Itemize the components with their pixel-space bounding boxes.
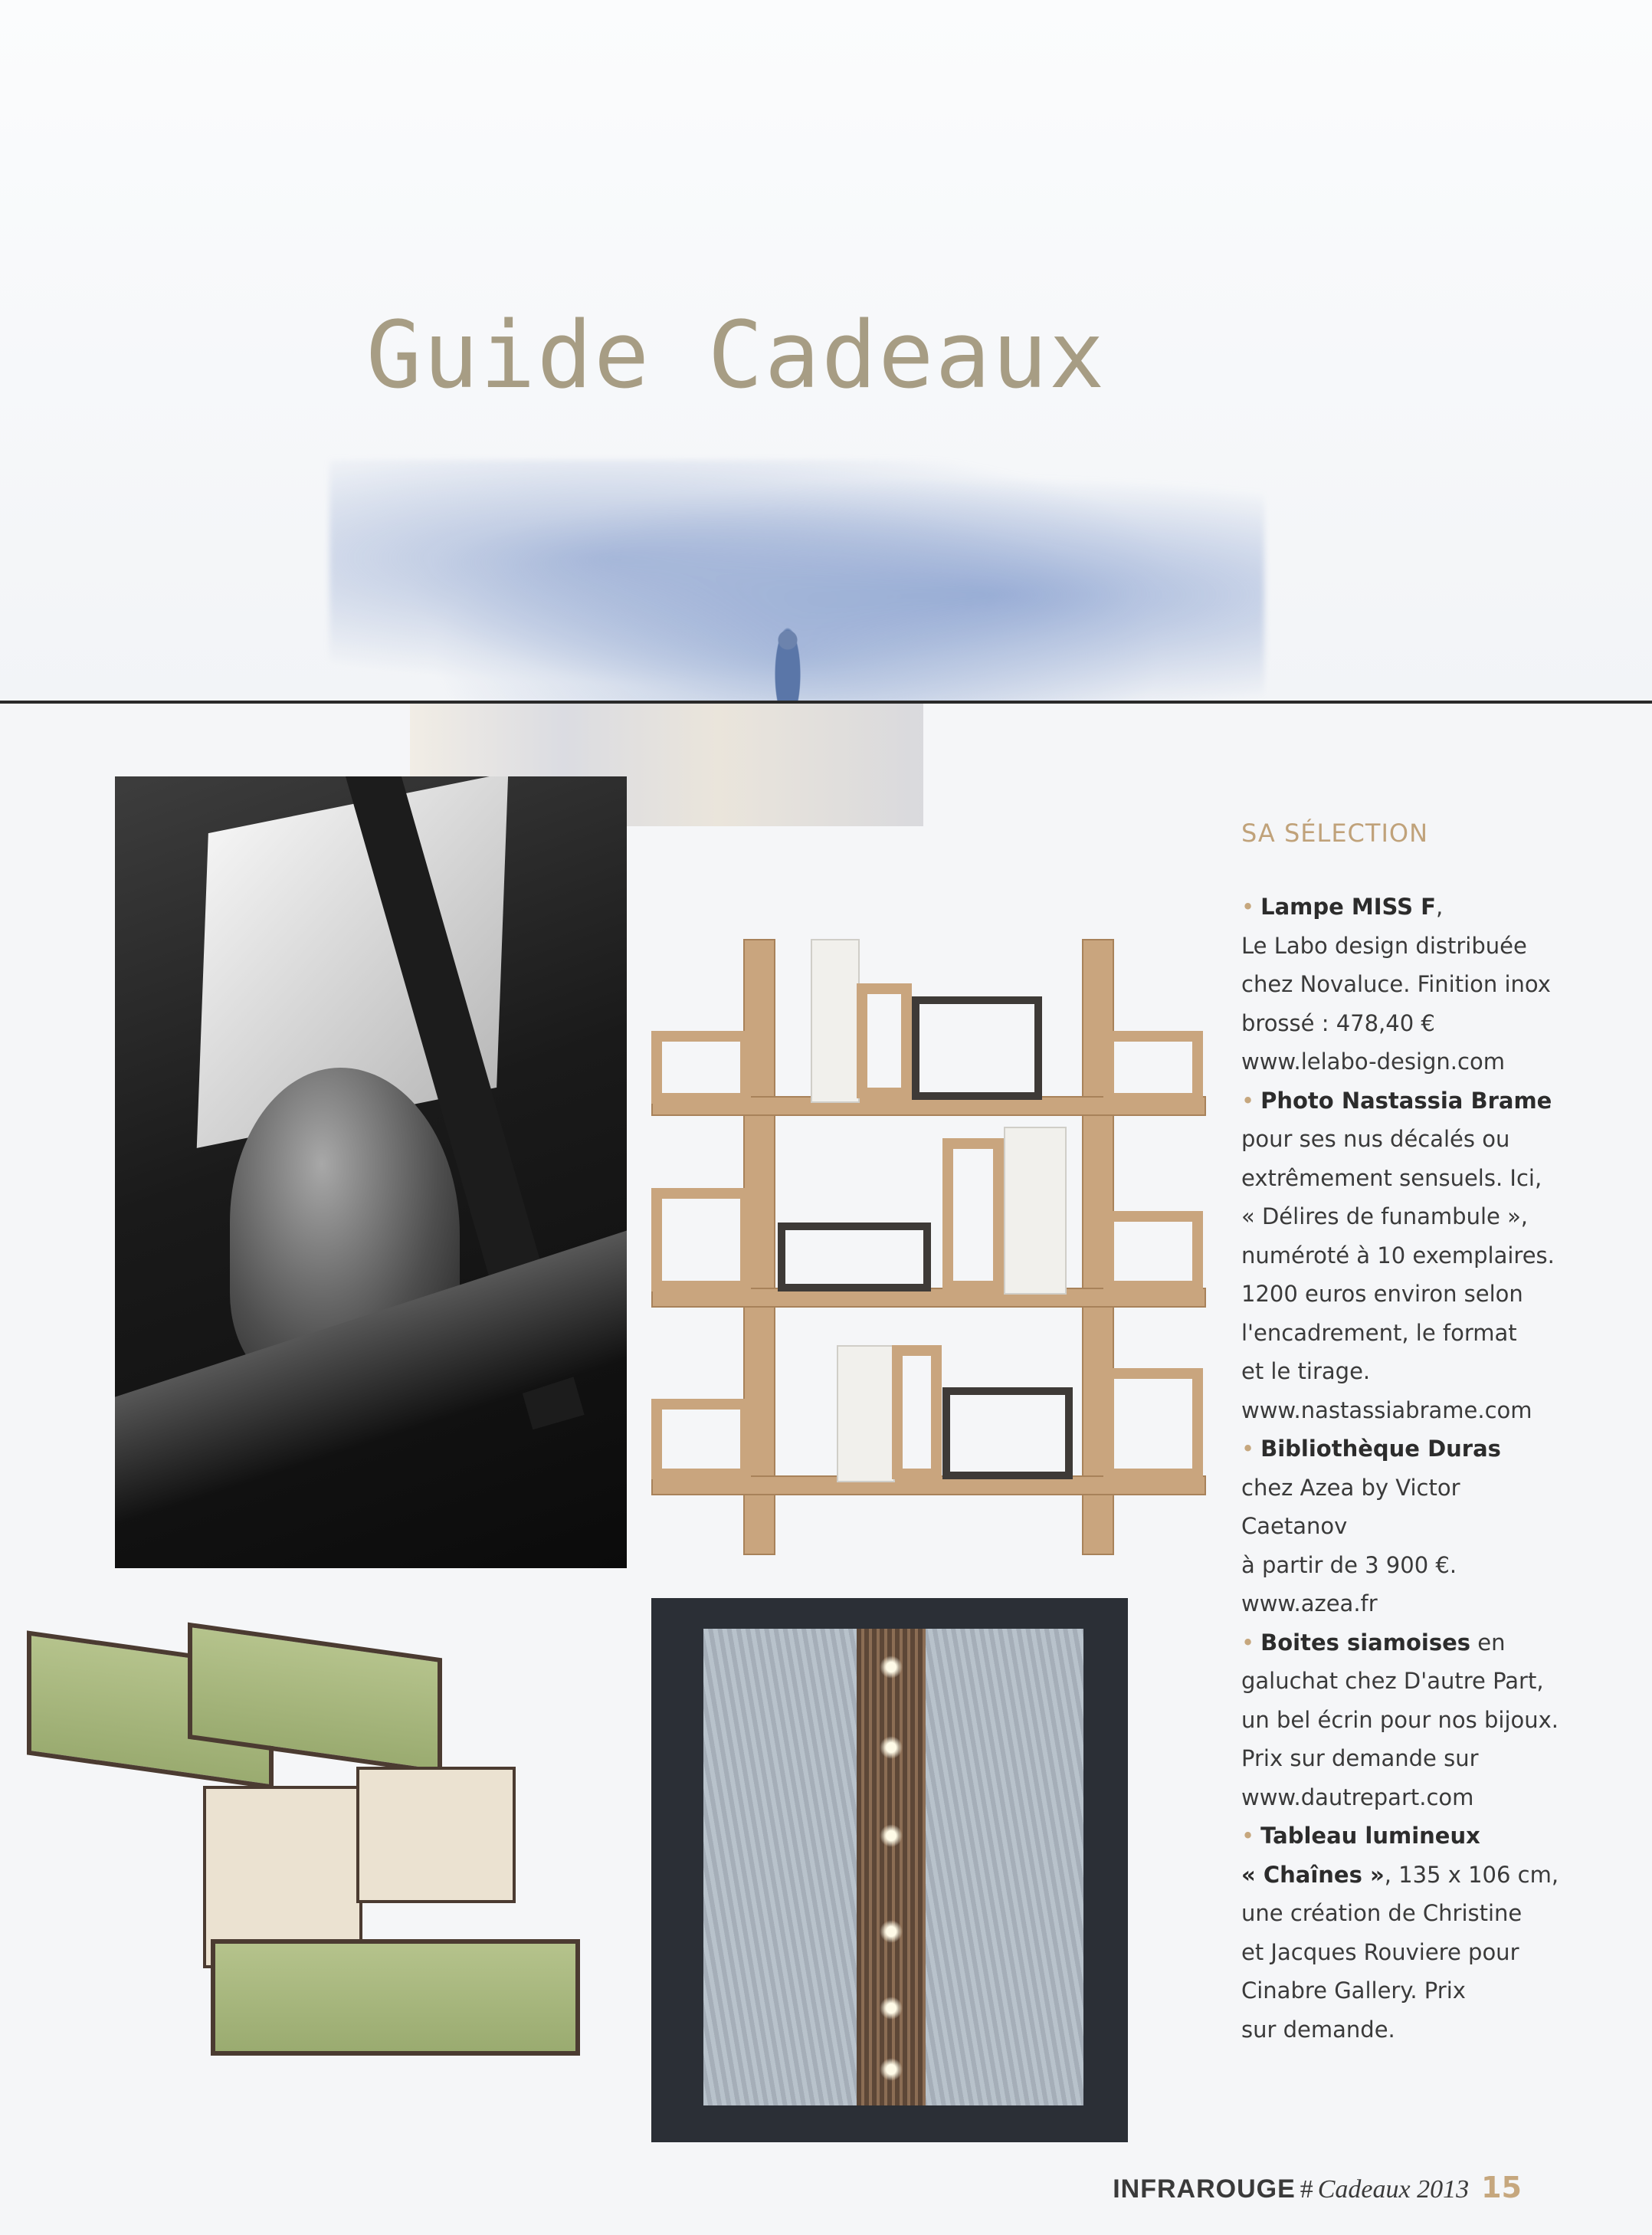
item-line: pour ses nus décalés ou bbox=[1241, 1126, 1510, 1152]
box-base bbox=[211, 1939, 580, 2056]
shelf-white-door bbox=[837, 1345, 895, 1482]
selection-column bbox=[1241, 814, 1563, 2049]
nude-photo bbox=[115, 776, 627, 1568]
shelf-box bbox=[1103, 1368, 1203, 1479]
item-url: www.azea.fr bbox=[1241, 1590, 1378, 1616]
shelf-box bbox=[651, 1399, 751, 1479]
figurine-illustration bbox=[774, 625, 801, 701]
shelf-dark-box bbox=[942, 1387, 1073, 1479]
item-url: www.lelabo-design.com bbox=[1241, 1049, 1505, 1075]
item-tableau bbox=[1241, 1817, 1563, 2049]
luminous-painting-photo bbox=[651, 1598, 1128, 2142]
shelf-dark-box bbox=[912, 996, 1042, 1100]
item-line: galuchat chez D'autre Part, bbox=[1241, 1668, 1544, 1694]
painting-light bbox=[880, 1920, 903, 1943]
shelf-white-door bbox=[811, 939, 860, 1103]
bullet-icon: • bbox=[1241, 1823, 1255, 1849]
bullet-icon: • bbox=[1241, 1436, 1255, 1462]
item-photo bbox=[1241, 1081, 1563, 1430]
bullet-icon: • bbox=[1241, 1087, 1255, 1114]
page-number: 15 bbox=[1481, 2171, 1522, 2204]
shelf-white-door bbox=[1004, 1127, 1067, 1295]
shelf-box bbox=[857, 983, 912, 1098]
shelf-box bbox=[942, 1138, 1004, 1291]
item-line: sur demande. bbox=[1241, 2016, 1395, 2043]
item-title-suffix: , 135 x 106 cm, bbox=[1384, 1861, 1559, 1888]
item-url: www.dautrepart.com bbox=[1241, 1784, 1474, 1810]
item-line: et le tirage. bbox=[1241, 1358, 1371, 1384]
jewelry-boxes-photo bbox=[19, 1633, 617, 2062]
shelf-dark-box bbox=[778, 1223, 931, 1291]
item-line: Le Labo design distribuée bbox=[1241, 932, 1527, 959]
bullet-icon: • bbox=[1241, 1629, 1255, 1656]
bullet-icon: • bbox=[1241, 894, 1255, 920]
painting-chain-band bbox=[857, 1629, 926, 2105]
item-boites bbox=[1241, 1623, 1563, 1817]
item-line: « Délires de funambule », bbox=[1241, 1203, 1529, 1229]
item-line: chez Azea by Victor Caetanov bbox=[1241, 1474, 1460, 1539]
box-interior bbox=[356, 1767, 516, 1903]
item-title: Lampe MISS F bbox=[1260, 894, 1436, 920]
painting-light bbox=[880, 1824, 903, 1847]
item-title-line2: « Chaînes » bbox=[1241, 1861, 1385, 1888]
item-line: et Jacques Rouviere pour bbox=[1241, 1938, 1519, 1965]
item-line: une création de Christine bbox=[1241, 1900, 1523, 1926]
item-title: Boites siamoises bbox=[1260, 1629, 1471, 1656]
item-title-suffix: , bbox=[1435, 894, 1444, 920]
painting-light bbox=[880, 1656, 903, 1679]
item-line: l'encadrement, le format bbox=[1241, 1319, 1517, 1346]
painting-light bbox=[880, 1997, 903, 2020]
item-line: Cinabre Gallery. Prix bbox=[1241, 1977, 1466, 2004]
issue-separator: # bbox=[1300, 2175, 1313, 2204]
issue-name: Cadeaux 2013 bbox=[1317, 2175, 1470, 2204]
item-url: www.nastassiabrame.com bbox=[1241, 1396, 1532, 1423]
item-line: numéroté à 10 exemplaires. bbox=[1241, 1242, 1555, 1268]
item-line: 1200 euros environ selon bbox=[1241, 1281, 1523, 1307]
shelf-box bbox=[1103, 1031, 1203, 1104]
section-heading: SA SÉLECTION bbox=[1241, 819, 1428, 848]
shelf-box bbox=[892, 1345, 942, 1479]
item-title: Tableau lumineux bbox=[1260, 1823, 1480, 1849]
item-bibliotheque bbox=[1241, 1429, 1563, 1623]
shelf-box bbox=[651, 1188, 751, 1291]
painting-light bbox=[880, 1736, 903, 1759]
item-line: brossé : 478,40 € bbox=[1241, 1009, 1435, 1036]
item-line: extrêmement sensuels. Ici, bbox=[1241, 1164, 1542, 1191]
item-title-suffix: en bbox=[1470, 1629, 1506, 1656]
item-title: Photo Nastassia Brame bbox=[1260, 1087, 1552, 1114]
painting-light bbox=[880, 2058, 903, 2081]
item-title: Bibliothèque Duras bbox=[1260, 1436, 1501, 1462]
item-lampe bbox=[1241, 888, 1563, 1081]
item-line: chez Novaluce. Finition inox bbox=[1241, 971, 1551, 997]
bookshelf-photo bbox=[651, 939, 1203, 1552]
item-line: Prix sur demande sur bbox=[1241, 1745, 1479, 1771]
page-footer bbox=[1113, 2171, 1522, 2204]
item-line: à partir de 3 900 €. bbox=[1241, 1551, 1457, 1578]
magazine-name: INFRAROUGE bbox=[1113, 2174, 1296, 2204]
shelf-box bbox=[651, 1031, 751, 1104]
page-title: Guide Cadeaux bbox=[366, 303, 1106, 409]
shelf-box bbox=[1103, 1211, 1203, 1291]
item-line: un bel écrin pour nos bijoux. bbox=[1241, 1706, 1559, 1733]
